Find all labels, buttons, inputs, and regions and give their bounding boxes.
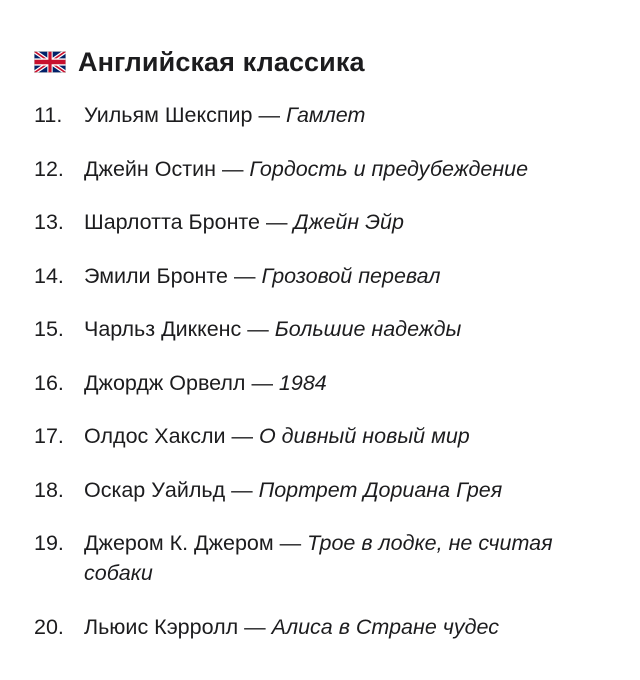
book-author: Джордж Орвелл bbox=[84, 370, 246, 395]
item-number: 20. bbox=[34, 614, 64, 639]
book-author: Уильям Шекспир bbox=[84, 103, 253, 127]
list-item bbox=[34, 261, 616, 291]
list-item bbox=[34, 475, 616, 505]
book-author: Оскар Уайльд bbox=[84, 477, 226, 502]
book-title: 1984 bbox=[278, 370, 327, 395]
list-item bbox=[34, 528, 616, 588]
list-item bbox=[34, 314, 616, 344]
dash-separator: — bbox=[252, 103, 286, 127]
book-list bbox=[34, 100, 616, 642]
book-author: Джейн Остин bbox=[84, 156, 216, 181]
dash-separator: — bbox=[241, 317, 275, 341]
dash-separator: — bbox=[228, 263, 262, 288]
item-number: 12. bbox=[34, 156, 64, 181]
book-entry bbox=[84, 314, 614, 344]
item-number: 17. bbox=[34, 424, 64, 448]
book-entry bbox=[84, 475, 614, 505]
book-title: Трое в лодке, не считая собаки bbox=[84, 531, 553, 585]
item-number: 16. bbox=[34, 370, 64, 395]
book-author: Эмили Бронте bbox=[84, 263, 228, 288]
book-author: Олдос Хаксли bbox=[84, 424, 226, 448]
list-item bbox=[34, 154, 616, 184]
section-heading bbox=[34, 42, 616, 82]
section-title: Английская классика bbox=[78, 46, 365, 77]
list-item bbox=[34, 612, 616, 642]
book-entry bbox=[84, 261, 614, 291]
dash-separator: — bbox=[225, 477, 259, 502]
book-title: О дивный новый мир bbox=[258, 424, 470, 448]
book-entry bbox=[84, 612, 614, 642]
book-title: Алиса в Стране чудес bbox=[271, 614, 500, 639]
book-entry bbox=[84, 207, 614, 237]
book-author: Джером К. Джером bbox=[84, 531, 274, 555]
book-entry bbox=[84, 154, 614, 184]
list-item bbox=[34, 207, 616, 237]
dash-separator: — bbox=[245, 370, 279, 395]
item-number: 11. bbox=[34, 103, 63, 127]
item-number: 14. bbox=[34, 263, 64, 288]
dash-separator: — bbox=[215, 156, 250, 181]
dash-separator: — bbox=[260, 210, 294, 234]
item-number: 18. bbox=[34, 477, 64, 502]
book-title: Большие надежды bbox=[274, 317, 462, 341]
book-entry bbox=[84, 528, 614, 588]
book-entry bbox=[84, 421, 614, 451]
book-entry bbox=[84, 368, 614, 398]
list-item bbox=[34, 421, 616, 451]
list-item bbox=[34, 368, 616, 398]
book-title: Грозовой перевал bbox=[261, 263, 441, 288]
book-title: Портрет Дориана Грея bbox=[258, 477, 503, 502]
dash-separator: — bbox=[225, 424, 259, 448]
book-author: Льюис Кэрролл bbox=[84, 614, 239, 639]
book-title: Гордость и предубеждение bbox=[249, 156, 529, 181]
list-item bbox=[34, 100, 616, 130]
item-number: 13. bbox=[34, 210, 64, 234]
dash-separator: — bbox=[238, 614, 272, 639]
book-title: Джейн Эйр bbox=[293, 210, 404, 234]
item-number: 19. bbox=[34, 531, 64, 555]
item-number: 15. bbox=[34, 317, 64, 341]
united-kingdom-flag-icon bbox=[34, 51, 66, 73]
book-author: Шарлотта Бронте bbox=[84, 210, 260, 234]
book-entry bbox=[84, 100, 614, 130]
dash-separator: — bbox=[273, 531, 308, 555]
book-author: Чарльз Диккенс bbox=[84, 317, 242, 341]
book-title: Гамлет bbox=[285, 103, 366, 127]
